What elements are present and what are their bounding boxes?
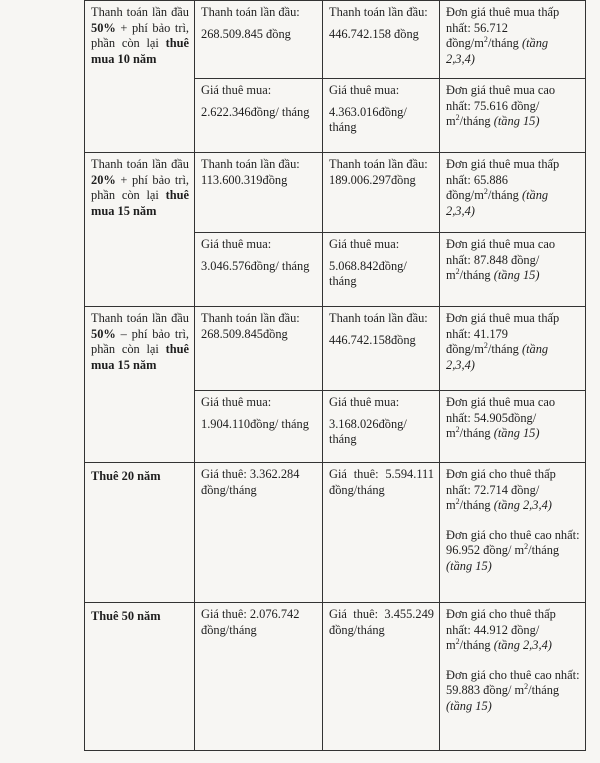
rent-price-cell: Giá thuê mua: 5.068.842đồng/ tháng: [323, 233, 440, 307]
table-row: [85, 307, 586, 391]
unit-price-cell: Đơn giá cho thuê thấp nhất: 44.912 đồng/ $m^2$/tháng (tầng 2,3,4) Đơn giá cho thuê cao nhất: 59.883 đồng/ $m^2$/tháng (tầng 15): [440, 603, 586, 751]
unit-price-cell: Đơn giá thuê mua cao nhất: 87.848 đồng/ $m^2$/tháng (tầng 15): [440, 233, 586, 307]
first-payment-cell: Thanh toán lần đầu: 446.742.158đồng: [323, 307, 440, 391]
rent-price-cell: Giá thuê: 2.076.742 đồng/tháng: [195, 603, 323, 751]
rent-price-cell: Giá thuê: 3.455.249 đồng/tháng: [323, 603, 440, 751]
table-row: [85, 603, 586, 751]
plan-label-cell: Thuê 50 năm: [85, 603, 195, 751]
plan-label-cell: Thanh toán lần đầu 20% + phí bảo trì, phần còn lại thuê mua 15 năm: [85, 153, 195, 307]
rent-price-cell: Giá thuê: 5.594.111 đồng/tháng: [323, 463, 440, 603]
rent-price-cell: Giá thuê: 3.362.284 đồng/tháng: [195, 463, 323, 603]
first-payment-cell: Thanh toán lần đầu: 189.006.297đồng: [323, 153, 440, 233]
table-row: [85, 1, 586, 79]
unit-price-cell: Đơn giá thuê mua thấp nhất: 56.712 đồng/$m^2$/tháng (tầng 2,3,4): [440, 1, 586, 79]
rent-price-cell: Giá thuê mua: 3.046.576đồng/ tháng: [195, 233, 323, 307]
plan-label-cell: Thuê 20 năm: [85, 463, 195, 603]
plan-label-cell: Thanh toán lần đầu 50% + phí bảo trì, phần còn lại thuê mua 10 năm: [85, 1, 195, 153]
rent-price-cell: Giá thuê mua: 2.622.346đồng/ tháng: [195, 79, 323, 153]
unit-price-cell: Đơn giá thuê mua thấp nhất: 41.179 đồng/$m^2$/tháng (tầng 2,3,4): [440, 307, 586, 391]
table-row: [85, 153, 586, 233]
plan-label-cell: Thanh toán lần đầu 50% – phí bảo trì, phần còn lại thuê mua 15 năm: [85, 307, 195, 463]
unit-price-cell: Đơn giá cho thuê thấp nhất: 72.714 đồng/ $m^2$/tháng (tầng 2,3,4) Đơn giá cho thuê cao nhất: 96.952 đồng/ $m^2$/tháng (tầng 15): [440, 463, 586, 603]
unit-price-cell: Đơn giá thuê mua thấp nhất: 65.886 đồng/$m^2$/tháng (tầng 2,3,4): [440, 153, 586, 233]
first-payment-cell: Thanh toán lần đầu: 268.509.845đồng: [195, 307, 323, 391]
rent-price-cell: Giá thuê mua: 1.904.110đồng/ tháng: [195, 391, 323, 463]
table-row: [85, 463, 586, 603]
unit-price-cell: Đơn giá thuê mua cao nhất: 75.616 đồng/ $m^2$/tháng (tầng 15): [440, 79, 586, 153]
rent-price-cell: Giá thuê mua: 3.168.026đồng/ tháng: [323, 391, 440, 463]
first-payment-cell: Thanh toán lần đầu: 446.742.158 đồng: [323, 1, 440, 79]
rent-price-cell: Giá thuê mua: 4.363.016đồng/ tháng: [323, 79, 440, 153]
pricing-table: [84, 0, 586, 751]
first-payment-cell: Thanh toán lần đầu: 268.509.845 đồng: [195, 1, 323, 79]
unit-price-cell: Đơn giá thuê mua cao nhất: 54.905đồng/ $m^2$/tháng (tầng 15): [440, 391, 586, 463]
first-payment-cell: Thanh toán lần đầu: 113.600.319đồng: [195, 153, 323, 233]
